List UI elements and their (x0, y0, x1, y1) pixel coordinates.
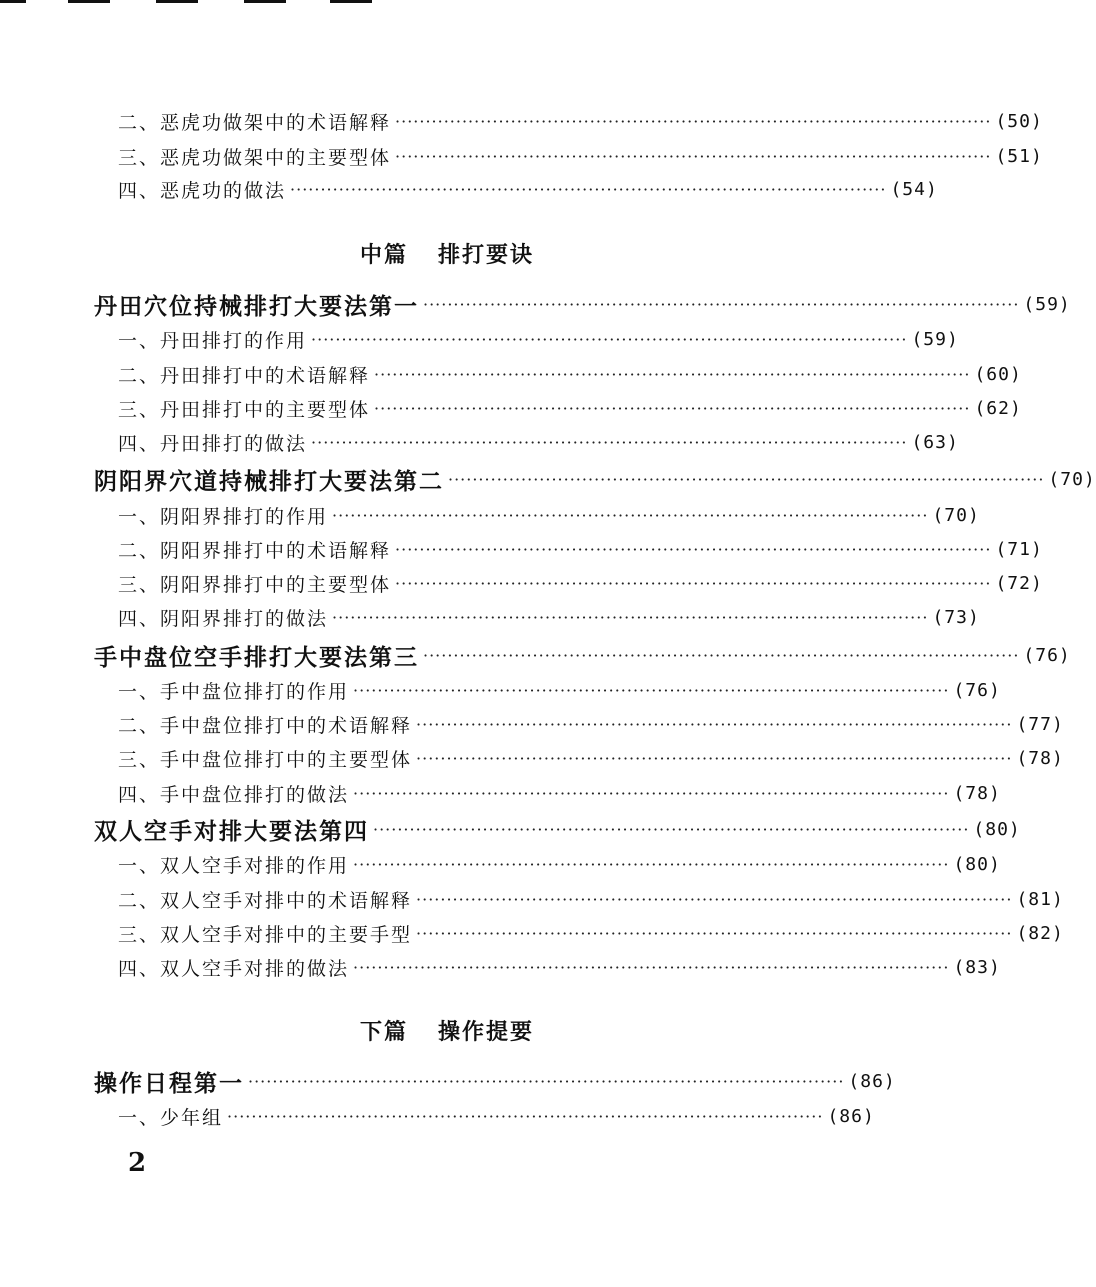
leader-dots: ·································································································· (227, 1106, 824, 1126)
toc-entry (0, 882, 1064, 916)
leader-dots: ·································································································· (416, 923, 1013, 943)
toc-entry (0, 741, 1064, 775)
toc-entry-page: (63) (911, 431, 959, 453)
leader-dots: ·································································································· (353, 957, 950, 977)
toc-entry-page: (76) (953, 679, 1001, 701)
page-number: 2 (128, 1148, 147, 1178)
toc-entry-title: 三、阴阳界排打中的主要型体 (118, 573, 392, 596)
toc-entry-page: (59) (911, 328, 959, 350)
toc-chapter-title: 丹田穴位持械排打大要法第一 (94, 292, 419, 320)
top-rule (330, 0, 372, 3)
toc-entry (0, 391, 1022, 425)
toc-entry-title: 一、手中盘位排打的作用 (118, 680, 350, 703)
toc-entry (0, 600, 980, 634)
toc-chapter-title: 操作日程第一 (94, 1069, 244, 1097)
toc-entry-page: (86) (848, 1070, 896, 1092)
top-rule (244, 0, 286, 3)
section-heading-part: 下篇 (359, 1019, 408, 1045)
toc-entry-page: (50) (995, 110, 1043, 132)
leader-dots: ·································································································· (416, 714, 1013, 734)
leader-dots: ·································································································· (416, 748, 1013, 768)
toc-entry (0, 673, 1001, 707)
toc-entry-page: (60) (974, 363, 1022, 385)
toc-entry (0, 707, 1064, 741)
toc-entry (0, 357, 1022, 391)
toc-entry-title: 三、恶虎功做架中的主要型体 (118, 146, 392, 169)
leader-dots: ·································································································· (423, 294, 1020, 314)
leader-dots: ·································································································· (374, 398, 971, 418)
leader-dots: ·································································································· (353, 854, 950, 874)
toc-entry-page: (83) (953, 956, 1001, 978)
toc-entry-page: (86) (827, 1105, 875, 1127)
toc-entry-title: 四、阴阳界排打的做法 (118, 607, 329, 630)
toc-entry-page: (78) (1016, 747, 1064, 769)
toc-entry (0, 1099, 910, 1133)
toc-entry (0, 172, 938, 206)
leader-dots: ·································································································· (332, 505, 929, 525)
leader-dots: ·································································································· (290, 179, 887, 199)
toc-entry-title: 二、恶虎功做架中的术语解释 (118, 111, 392, 134)
toc-entry-page: (82) (1016, 922, 1064, 944)
toc-chapter (0, 1064, 910, 1098)
leader-dots: ·································································································· (423, 645, 1020, 665)
toc-entry-title: 四、手中盘位排打的做法 (118, 783, 350, 806)
top-rule (68, 0, 110, 3)
leader-dots: ·································································································· (353, 783, 950, 803)
toc-entry-title: 一、阴阳界排打的作用 (118, 505, 329, 528)
toc-entry-title: 一、双人空手对排的作用 (118, 854, 350, 877)
leader-dots: ·································································································· (311, 432, 908, 452)
toc-entry-title: 一、丹田排打的作用 (118, 329, 308, 352)
section-heading-part: 中篇 (359, 242, 408, 268)
toc-entry-page: (70) (1048, 468, 1096, 490)
leader-dots: ·································································································· (448, 469, 1045, 489)
toc-chapter (0, 287, 1071, 321)
toc-entry-title: 三、手中盘位排打中的主要型体 (118, 748, 413, 771)
toc-entry (0, 322, 959, 356)
leader-dots: ·································································································· (373, 819, 970, 839)
toc-entry (0, 425, 959, 459)
section-heading (0, 1015, 902, 1046)
leader-dots: ·································································································· (395, 573, 992, 593)
toc-entry-page: (78) (953, 782, 1001, 804)
toc-entry (0, 776, 1001, 810)
leader-dots: ·································································································· (353, 680, 950, 700)
leader-dots: ·································································································· (395, 539, 992, 559)
toc-entry-page: (54) (890, 178, 938, 200)
leader-dots: ·································································································· (395, 146, 992, 166)
toc-entry-title: 四、丹田排打的做法 (118, 432, 308, 455)
toc-chapter-title: 阴阳界穴道持械排打大要法第二 (94, 467, 444, 495)
toc-entry-page: (51) (995, 145, 1043, 167)
section-heading (0, 238, 902, 269)
toc-entry-page: (71) (995, 538, 1043, 560)
top-rule (156, 0, 198, 3)
toc-entry-page: (73) (932, 606, 980, 628)
toc-entry-title: 三、丹田排打中的主要型体 (118, 398, 371, 421)
toc-entry-title: 二、阴阳界排打中的术语解释 (118, 539, 392, 562)
toc-entry-page: (80) (953, 853, 1001, 875)
leader-dots: ·································································································· (332, 607, 929, 627)
toc-entry-title: 一、少年组 (118, 1106, 224, 1129)
toc-entry-page: (81) (1016, 888, 1064, 910)
toc-chapter-title: 手中盘位空手排打大要法第三 (94, 643, 419, 671)
toc-chapter (0, 812, 1021, 846)
toc-entry-page: (62) (974, 397, 1022, 419)
toc-entry (0, 566, 1043, 600)
leader-dots: ·································································································· (311, 329, 908, 349)
leader-dots: ·································································································· (374, 364, 971, 384)
toc-entry (0, 139, 1043, 173)
toc-entry (0, 104, 1043, 138)
toc-entry-title: 二、丹田排打中的术语解释 (118, 364, 371, 387)
toc-entry-page: (76) (1023, 644, 1071, 666)
toc-entry-page: (59) (1023, 293, 1071, 315)
top-rule (0, 0, 26, 3)
toc-entry-title: 二、双人空手对排中的术语解释 (118, 889, 413, 912)
toc-chapter (0, 462, 1096, 496)
toc-entry-page: (80) (973, 818, 1021, 840)
toc-entry-page: (72) (995, 572, 1043, 594)
toc-chapter-title: 双人空手对排大要法第四 (94, 817, 369, 845)
section-heading-title: 排打要诀 (438, 242, 535, 268)
leader-dots: ·································································································· (248, 1071, 845, 1091)
toc-entry-title: 四、双人空手对排的做法 (118, 957, 350, 980)
toc-entry (0, 532, 1043, 566)
toc-entry-title: 三、双人空手对排中的主要手型 (118, 923, 413, 946)
toc-entry-title: 二、手中盘位排打中的术语解释 (118, 714, 413, 737)
toc-entry (0, 916, 1064, 950)
toc-chapter (0, 638, 1071, 672)
leader-dots: ·································································································· (395, 111, 992, 131)
toc-entry-page: (70) (932, 504, 980, 526)
toc-entry (0, 950, 1001, 984)
toc-entry (0, 498, 980, 532)
toc-entry-page: (77) (1016, 713, 1064, 735)
toc-entry (0, 847, 1001, 881)
toc-entry-title: 四、恶虎功的做法 (118, 179, 287, 202)
section-heading-title: 操作提要 (438, 1019, 535, 1045)
leader-dots: ·································································································· (416, 889, 1013, 909)
